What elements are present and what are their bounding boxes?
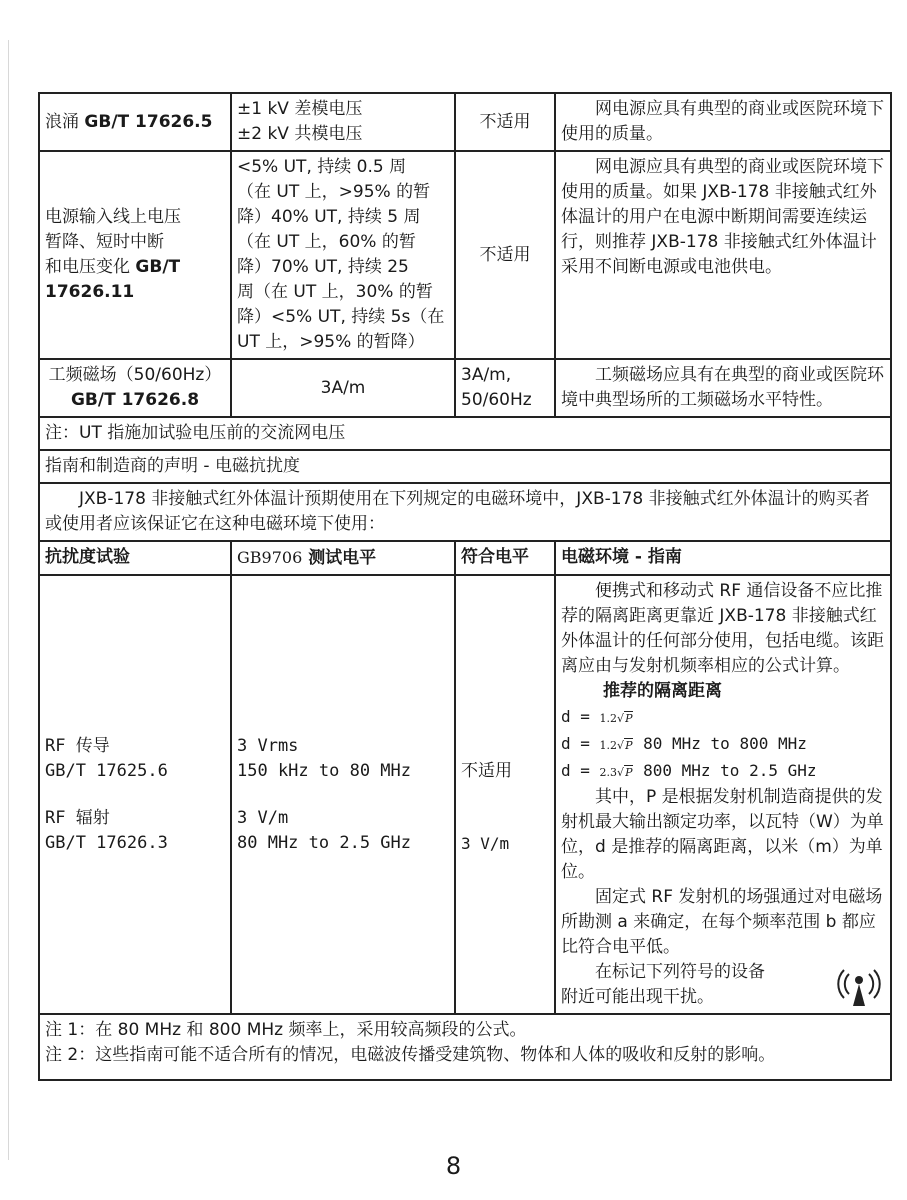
rf-conducted-compliance: 不适用 (461, 760, 512, 781)
test-name-line: 电源输入线上电压 (45, 207, 181, 227)
cell-rf-test (39, 575, 231, 1014)
rf-env-symbol-note: 在标记下列符号的设备 附近可能出现干扰。 (561, 960, 885, 1010)
level-line: （在 UT 上，>95% 的暂 (237, 182, 431, 202)
page-edge (8, 40, 9, 1160)
cell-dips-level (231, 151, 455, 359)
header-level-suffix: 测试电平 (308, 548, 377, 568)
rf-env-paragraph: 其中，P 是根据发射机制造商提供的发射机最大输出额定功率，以瓦特（W）为单位，d 是推荐的隔离距离，以米（m）为单位。 (561, 787, 884, 882)
level-line: 降）40% UT, 持续 5 周 (237, 207, 421, 227)
notes (39, 1014, 891, 1080)
table-row-magnetic-field (39, 359, 891, 417)
note-1: 注 1：在 80 MHz 和 800 MHz 频率上，采用较高频段的公式。 (45, 1020, 527, 1040)
cell-magnetic-test (39, 359, 231, 417)
spacer (461, 734, 549, 759)
cell-surge-environment: 网电源应具有典型的商业或医院环境下使用的质量。 (555, 93, 891, 151)
level-line: ±2 kV 共模电压 (237, 124, 363, 144)
test-name-line: 和电压变化 (45, 257, 130, 277)
section-title: 指南和制造商的声明 - 电磁抗扰度 (39, 450, 891, 483)
spacer (45, 784, 225, 806)
table-row-note-ut (39, 417, 891, 450)
cell-magnetic-environment: 工频磁场应具有在典型的商业或医院环境中典型场所的工频磁场水平特性。 (555, 359, 891, 417)
cell-dips-environment: 网电源应具有典型的商业或医院环境下使用的质量。如果 JXB-178 非接触式红外体温计的用户在电源中断期间需要连续运行，则推荐 JXB-178 非接触式红外体温计采用不间断电源或电池供电。 (555, 151, 891, 359)
test-standard: GB/T (135, 257, 181, 277)
formula-3: d = 2.3√P 800 MHz to 2.5 GHz (561, 761, 817, 780)
rf-conducted-level: 3 Vrms (237, 735, 299, 756)
table-header-row (39, 541, 891, 575)
rf-conducted-standard: GB/T 17625.6 (45, 760, 168, 781)
test-standard: GB/T 17626.8 (70, 390, 200, 410)
header-environment: 电磁环境 - 指南 (555, 541, 891, 575)
test-name: 工频磁场（50/60Hz） (48, 365, 222, 385)
cell-magnetic-level: 3A/m (231, 359, 455, 417)
header-level (231, 541, 455, 575)
header-level-prefix: GB9706 (237, 548, 303, 567)
table-row-intro (39, 483, 891, 541)
test-name-line: 暂降、短时中断 (45, 232, 164, 252)
cell-dips-test (39, 151, 231, 359)
spacer (461, 784, 549, 831)
formula-2: d = 1.2√P 80 MHz to 800 MHz (561, 734, 807, 753)
rf-radiated-range: 80 MHz to 2.5 GHz (237, 832, 411, 853)
test-standard: GB/T 17626.5 (84, 111, 213, 132)
rf-env-paragraph: 固定式 RF 发射机的场强通过对电磁场所勘测 a 来确定，在每个频率范围 b 都应比符合电平低。 (561, 887, 883, 957)
level-line: 降）70% UT, 持续 25 (237, 257, 409, 277)
note-ut: 注：UT 指施加试验电压前的交流网电压 (39, 417, 891, 450)
cell-surge-compliance: 不适用 (455, 93, 555, 151)
header-test: 抗扰度试验 (39, 541, 231, 575)
rf-radiated-level: 3 V/m (237, 807, 289, 828)
level-line: <5% UT, 持续 0.5 周 (237, 157, 407, 177)
header-compliance: 符合电平 (455, 541, 555, 575)
non-ionizing-radiation-icon (837, 964, 881, 1008)
level-line: 周（在 UT 上，30% 的暂 (237, 282, 433, 302)
level-line: UT 上，>95% 的暂降） (237, 332, 425, 352)
cell-magnetic-compliance (455, 359, 555, 417)
rf-radiated-standard: GB/T 17626.3 (45, 832, 168, 853)
emc-immunity-table (38, 92, 892, 1081)
table-row-section-title (39, 450, 891, 483)
rf-env-subtitle: 推荐的隔离距离 (603, 681, 722, 701)
table-row-surge (39, 93, 891, 151)
table-row-rf (39, 575, 891, 1014)
cell-rf-environment (555, 575, 891, 1014)
cell-rf-level (231, 575, 455, 1014)
level-line: ±1 kV 差模电压 (237, 99, 363, 119)
test-name: 浪涌 (45, 111, 79, 132)
table-row-notes (39, 1014, 891, 1080)
cell-rf-compliance (455, 575, 555, 1014)
formula-1: d = 1.2√P (561, 707, 633, 726)
rf-conducted-name: RF 传导 (45, 735, 110, 756)
cell-surge-level (231, 93, 455, 151)
rf-radiated-compliance: 3 V/m (461, 833, 510, 853)
cell-surge-test (39, 93, 231, 151)
cell-dips-compliance: 不适用 (455, 151, 555, 359)
spacer (237, 784, 449, 806)
table-row-voltage-dips (39, 151, 891, 359)
note-2: 注 2：这些指南可能不适合所有的情况，电磁波传播受建筑物、物体和人体的吸收和反射的影响。 (45, 1045, 776, 1065)
page-number: 8 (445, 1152, 462, 1180)
test-standard: 17626.11 (45, 282, 135, 302)
rf-env-paragraph: 便携式和移动式 RF 通信设备不应比推荐的隔离距离更靠近 JXB-178 非接触式红外体温计的任何部分使用，包括电缆。该距离应由与发射机频率相应的公式计算。 (561, 581, 884, 676)
compliance-line: 3A/m, (461, 365, 512, 385)
intro-text: JXB-178 非接触式红外体温计预期使用在下列规定的电磁环境中，JXB-178 非接触式红外体温计的购买者或使用者应该保证它在这种电磁环境下使用： (39, 483, 891, 541)
rf-conducted-range: 150 kHz to 80 MHz (237, 760, 411, 781)
compliance-line: 50/60Hz (461, 390, 532, 410)
level-line: （在 UT 上，60% 的暂 (237, 232, 416, 252)
level-line: 降）<5% UT, 持续 5s（在 (237, 307, 445, 327)
rf-radiated-name: RF 辐射 (45, 807, 110, 828)
